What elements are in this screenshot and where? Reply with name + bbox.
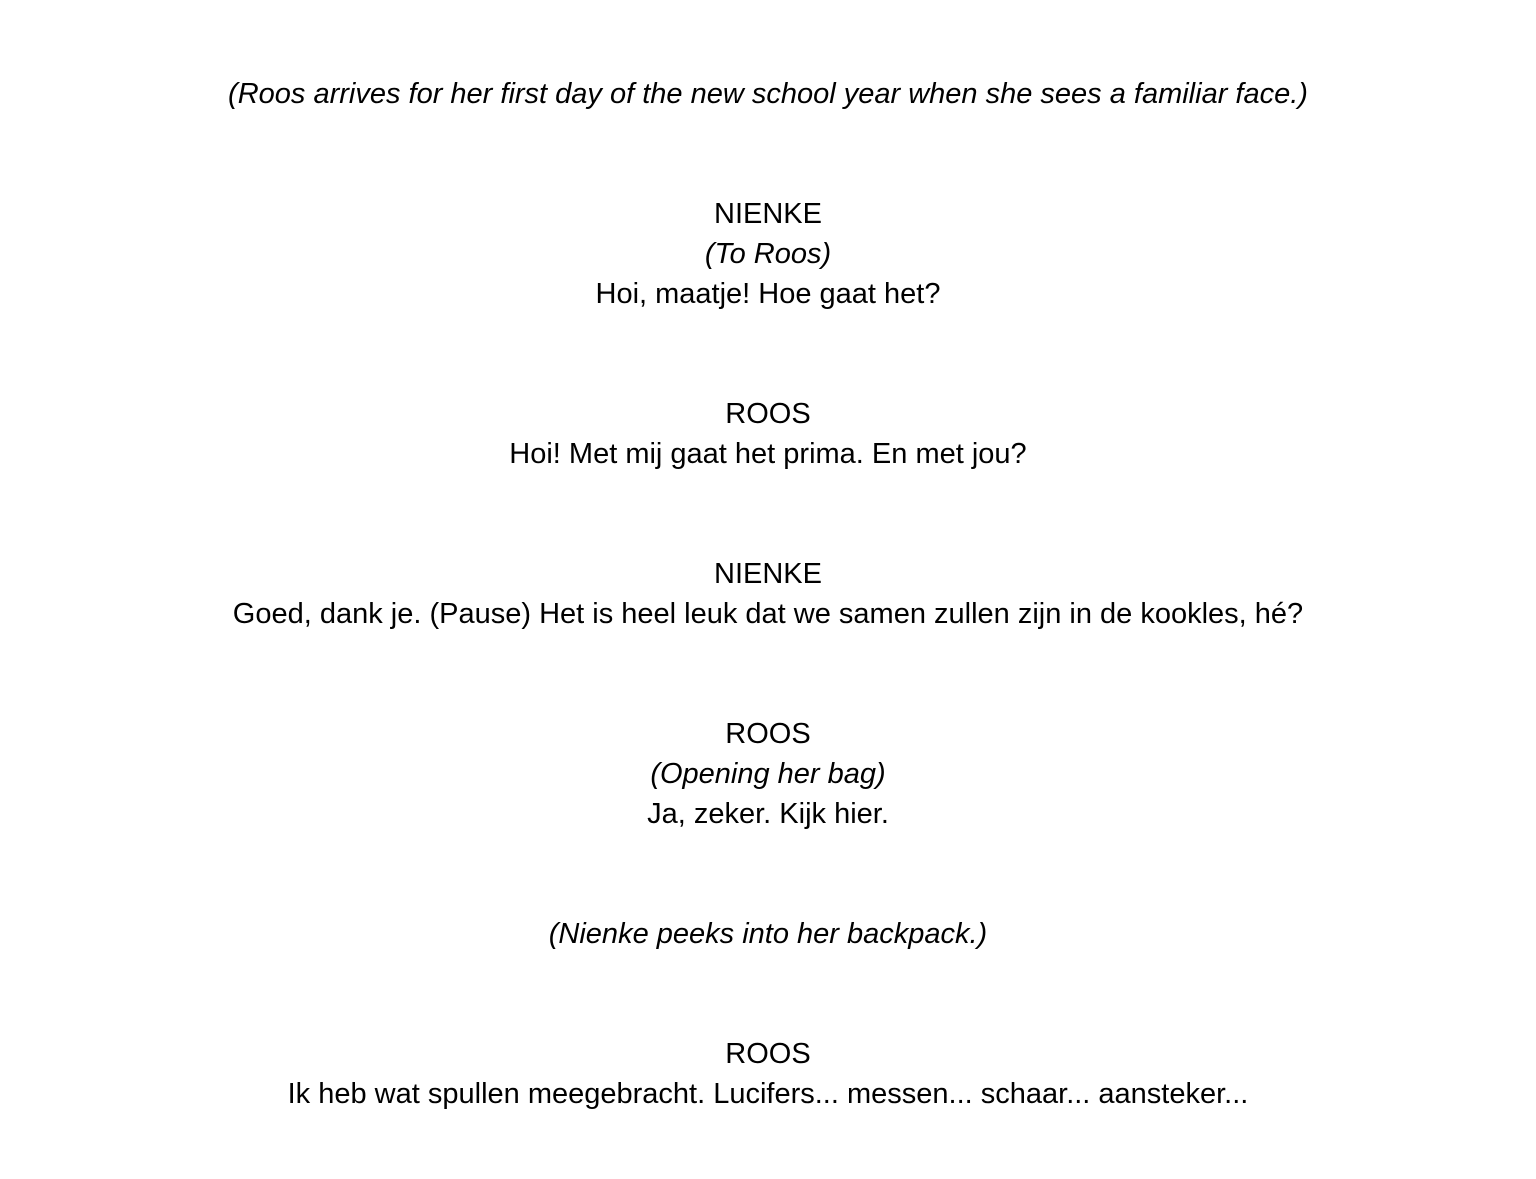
character-name: NIENKE bbox=[714, 198, 822, 230]
dialogue: Ik heb wat spullen meegebracht. Lucifers... messen... schaar... aansteker... bbox=[287, 1078, 1249, 1110]
dialogue: Ja, zeker. Kijk hier. bbox=[647, 798, 889, 830]
character-name: ROOS bbox=[725, 398, 811, 430]
character-name: ROOS bbox=[725, 1038, 811, 1070]
character-name: NIENKE bbox=[714, 558, 822, 590]
dialogue: Goed, dank je. (Pause) Het is heel leuk dat we samen zullen zijn in de kookles, hé? bbox=[232, 598, 1304, 630]
stage-direction: (Roos arrives for her first day of the new school year when she sees a familiar face.) bbox=[228, 78, 1308, 110]
parenthetical: (Opening her bag) bbox=[650, 758, 886, 790]
dialogue: Hoi! Met mij gaat het prima. En met jou? bbox=[509, 438, 1027, 470]
stage-direction: (Nienke peeks into her backpack.) bbox=[548, 918, 988, 950]
dialogue: Hoi, maatje! Hoe gaat het? bbox=[595, 278, 941, 310]
character-name: ROOS bbox=[725, 718, 811, 750]
parenthetical: (To Roos) bbox=[704, 238, 832, 270]
